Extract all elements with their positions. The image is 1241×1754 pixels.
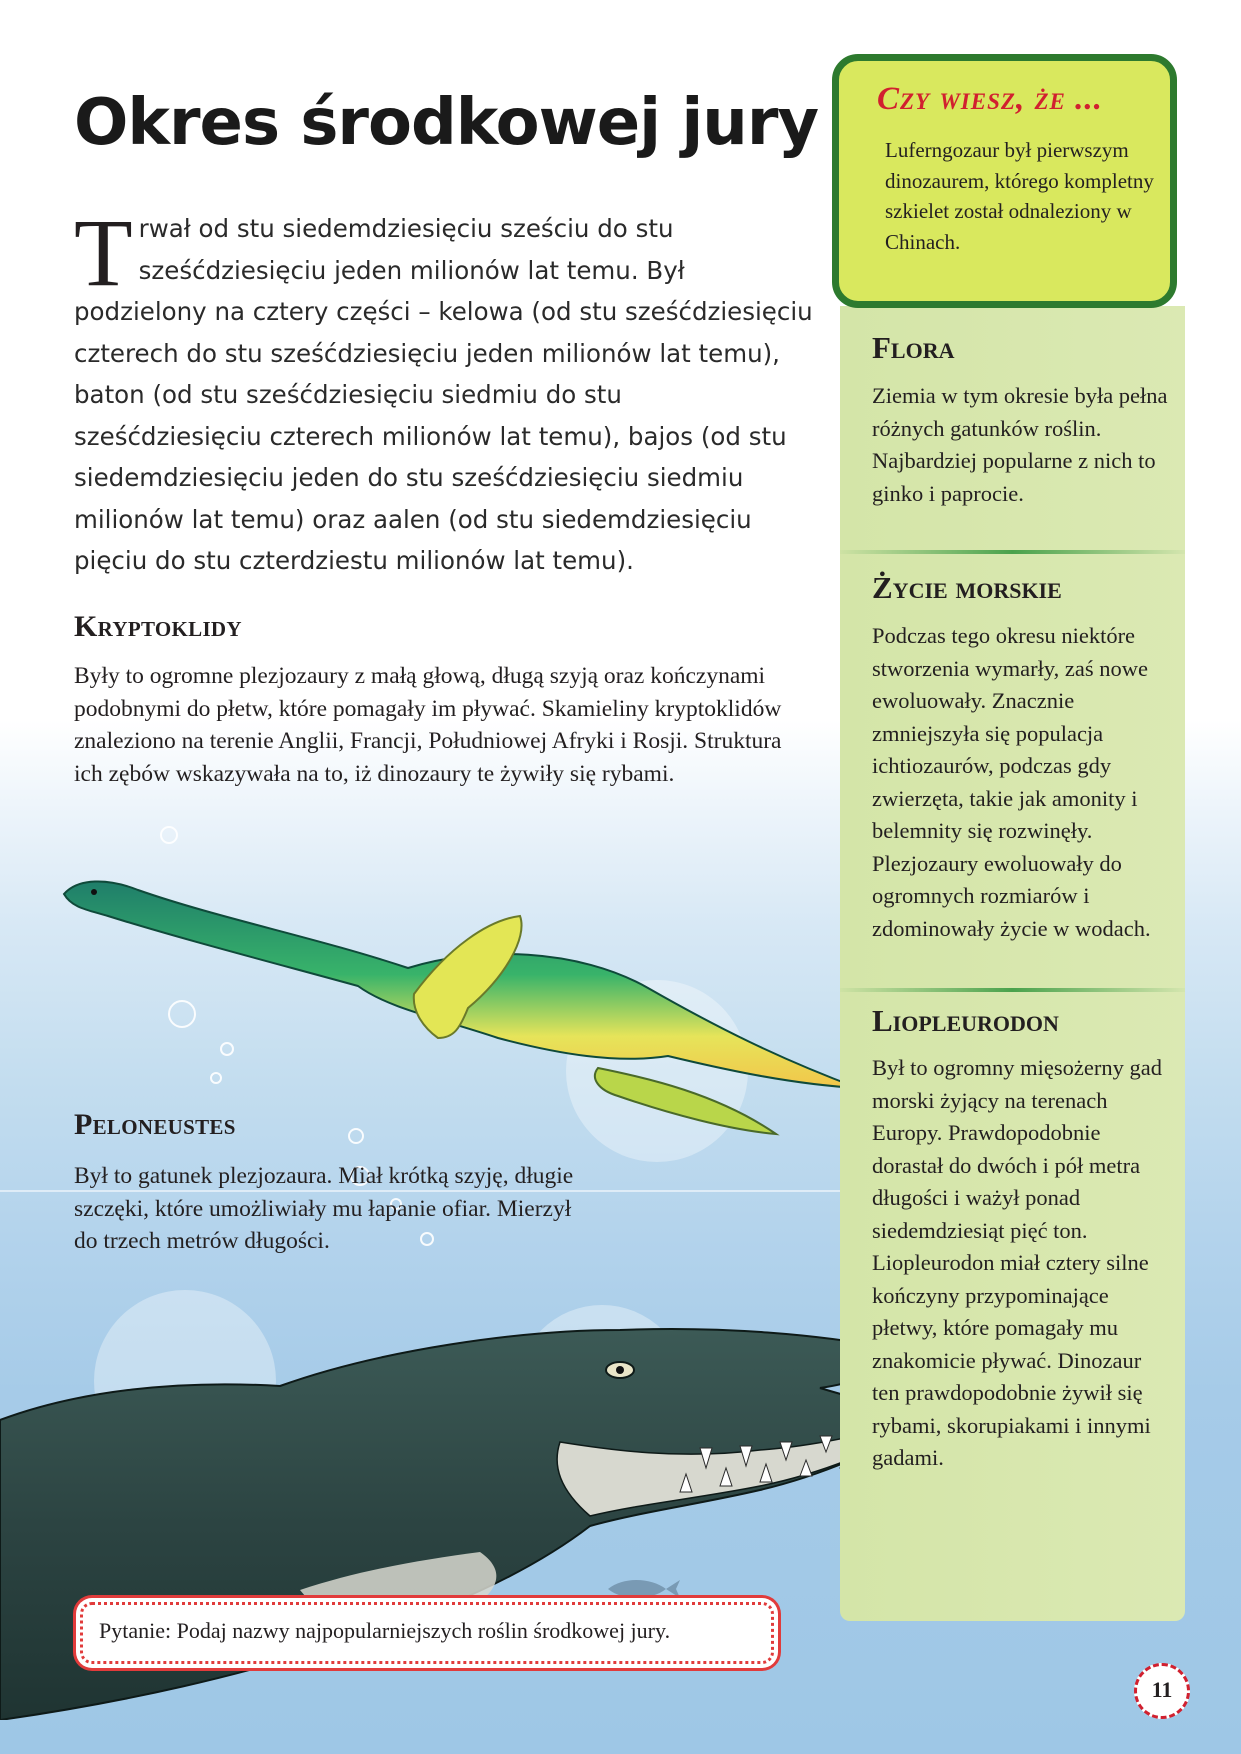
question-box — [80, 1602, 774, 1664]
peloneustes-heading: Peloneustes — [74, 1108, 236, 1141]
bubble — [160, 826, 178, 844]
page-title: Okres środkowej jury — [74, 86, 819, 160]
kryptoklidy-heading: Kryptoklidy — [74, 610, 242, 643]
liopleurodon-text: Był to ogromny mięsożerny gad morski żyjący na terenach Europy. Prawdopodobnie dorastał do dwóch i pół metra długości i ważył ponad siedemdziesiąt pięć ton. Liopleurodon miał cztery silne kończyny przypominające płetwy, które pomagały mu znakomicie pływać. Dinozaur ten prawdopodobnie żywił się rybami, skorupiakami i innymi gadami. — [872, 1055, 1162, 1470]
did-you-know-box — [832, 54, 1177, 308]
liopleurodon-heading: Liopleurodon — [872, 1003, 1059, 1038]
kryptoklidy-text: Były to ogromne plezjozaury z małą głową, długą szyją oraz kończynami podobnymi do płetw, które pomagały im pływać. Skamieliny kryptoklidów znaleziono na terenie Anglii, Francji, Południowej Afryki i Rosji. Struktura ich zębów wskazywała na to, iż dinozaury te żywiły się rybami. — [74, 663, 782, 787]
question-text: Pytanie: Podaj nazwy najpopularniejszych roślin środkowej jury. — [99, 1618, 671, 1643]
intro-dropcap: T — [74, 199, 133, 306]
intro-text: rwał od stu siedemdziesięciu sześciu do stu sześćdziesięciu jeden milionów lat temu. Był podzielony na cztery części – kelowa (od stu sześćdziesięciu czterech do stu sześćdziesięciu jeden milionów lat temu), baton (od stu sześćdziesięciu siedmiu do stu sześćdziesięciu czterech milionów lat temu), bajos (od stu siedemdziesięciu jeden do stu sześćdziesięciu siedmiu milionów lat temu) oraz aalen (od stu siedemdziesięciu pięciu do stu czterdziestu milionów lat temu). — [74, 214, 813, 575]
intro-paragraph — [74, 199, 814, 582]
marine-life-text: Podczas tego okresu niektóre stworzenia wymarły, zaś nowe ewoluowały. Znacznie zmniejszyła się populacja ichtiozaurów, podczas gdy zwierzęta, takie jak amonity i belemnity się rozwinęły. Plezjozaury ewoluowały do ogromnych rozmiarów i zdominowały życie w wodach. — [872, 623, 1151, 941]
fish-icon — [604, 1574, 684, 1604]
sidebar-divider — [840, 988, 1185, 992]
peloneustes-text: Był to gatunek plezjozaura. Miał krótką szyję, długie szczęki, które umożliwiały mu łapanie ofiar. Mierzył do trzech metrów długości. — [74, 1163, 574, 1254]
did-you-know-text: Luferngozaur był pierwszym dinozaurem, którego kompletny szkielet został odnaleziony w Chinach. — [885, 138, 1154, 254]
sidebar-divider — [840, 550, 1185, 554]
kryptoklidus-illustration-icon — [58, 868, 868, 1148]
page-number: 11 — [1134, 1663, 1190, 1719]
did-you-know-title: Czy wiesz, że ... — [877, 81, 1103, 117]
flora-text: Ziemia w tym okresie była pełna różnych gatunków roślin. Najbardziej popularne z nich to ginko i paprocie. — [872, 383, 1168, 506]
marine-life-heading: Życie morskie — [872, 570, 1062, 605]
flora-heading: Flora — [872, 330, 955, 365]
